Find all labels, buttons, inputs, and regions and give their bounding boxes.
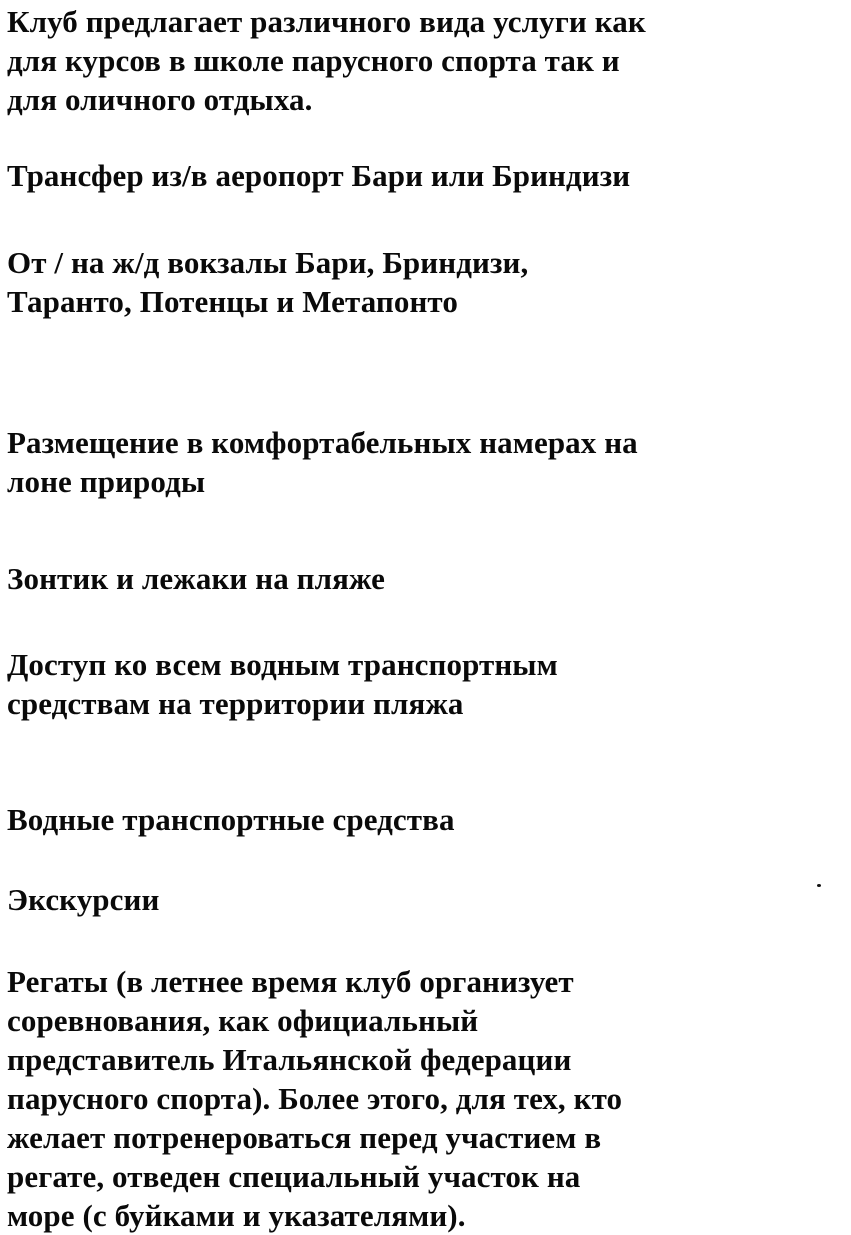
text-line: Регаты (в летнее время клуб организует [7, 964, 574, 999]
text-line: желает потренероваться перед участием в [7, 1120, 602, 1155]
text-line: средствам на территории пляжа [7, 686, 464, 721]
text-line: соревнования, как официальный [7, 1003, 479, 1038]
intro-paragraph [7, 2, 646, 119]
text-line: Экскурсии [7, 882, 160, 917]
text-line: для курсов в школе парусного спорта так и [7, 43, 620, 78]
scan-speck [817, 884, 821, 887]
regatta-paragraph [7, 962, 622, 1235]
text-line: море (с буйками и указателями). [7, 1198, 466, 1233]
excursions-paragraph [7, 880, 159, 919]
text-line: представитель Итальянской федерации [7, 1042, 572, 1077]
text-line: Водные транспортные средства [7, 802, 455, 837]
text-line: Доступ ко всем водным транспортным [7, 647, 558, 682]
text-line: Зонтик и лежаки на пляже [7, 561, 386, 596]
text-line: Таранто, Потенцы и Метапонто [7, 284, 458, 319]
train-station-transfer-paragraph [7, 243, 528, 321]
text-line: парусного спорта). Более этого, для тех, кто [7, 1081, 623, 1116]
water-vehicles-paragraph [7, 800, 455, 839]
text-line: Трансфер из/в аеропорт Бари или Бриндизи [7, 158, 631, 193]
text-line: Клуб предлагает различного вида услуги как [7, 4, 646, 39]
text-line: регате, отведен специальный участок на [7, 1159, 581, 1194]
text-line: Размещение в комфортабельных намерах на [7, 425, 638, 460]
accommodation-paragraph [7, 423, 638, 501]
water-vehicle-access-paragraph [7, 645, 558, 723]
text-line: От / на ж/д вокзалы Бари, Бриндизи, [7, 245, 529, 280]
text-line: для оличного отдыха. [7, 82, 313, 117]
text-line: лоне природы [7, 464, 206, 499]
airport-transfer-paragraph [7, 156, 630, 195]
beach-umbrella-paragraph [7, 559, 385, 598]
